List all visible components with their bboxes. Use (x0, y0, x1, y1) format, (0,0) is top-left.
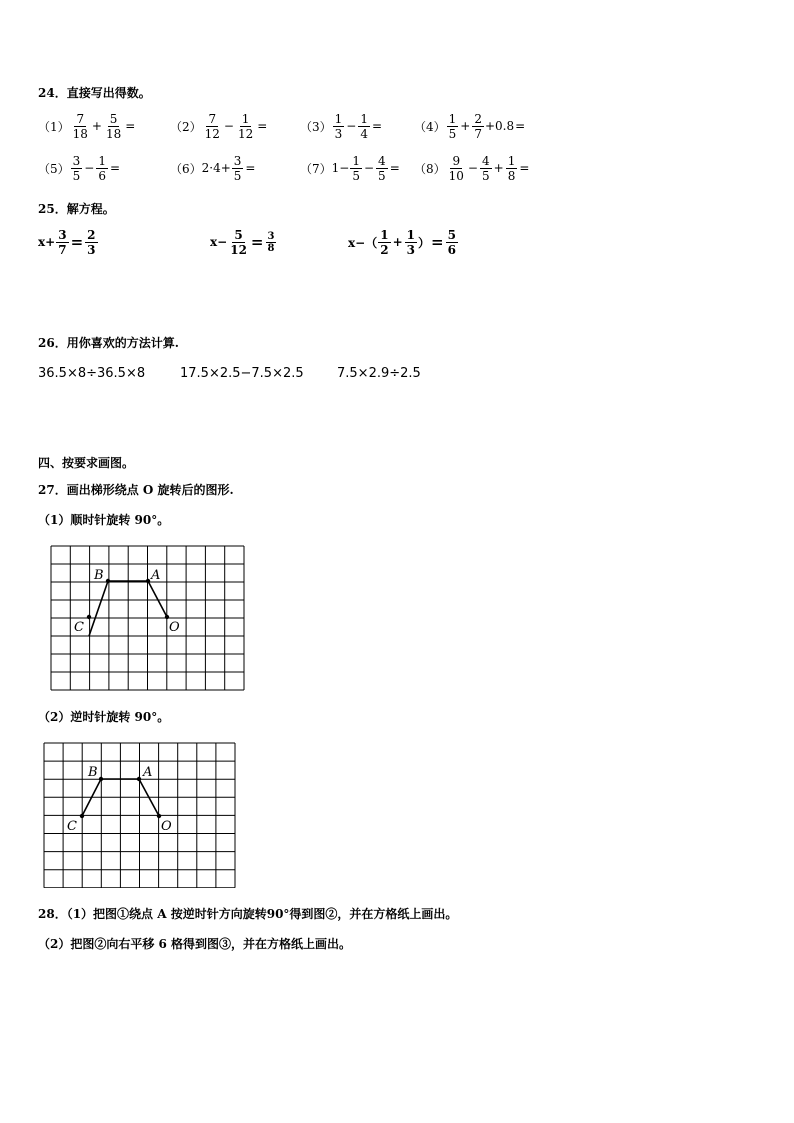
q26-expr-3: 7.5×2.9÷2.5 (337, 366, 421, 381)
q24-item-2 (170, 106, 268, 146)
q24-item-1 (38, 106, 136, 146)
eq2-x: x− (210, 235, 228, 249)
fraction: $\frac{7}{18}$ (72, 111, 88, 141)
q28-line1: 28．（1）把图①绕点 A 按逆时针方向旋转90°得到图②，并在方格纸上画出。 (38, 907, 458, 921)
operator: − (84, 161, 95, 175)
point-c-2 (80, 814, 84, 818)
equals-sign: = (389, 161, 400, 175)
eq3-frac-b: $\frac{1}{3}$ (406, 227, 415, 257)
label-a-1: A (151, 568, 161, 583)
point-a-2 (137, 777, 141, 781)
q26-expr-2: 17.5×2.5−7.5×2.5 (180, 366, 304, 381)
fraction: $\frac{5}{18}$ (105, 111, 122, 141)
q26-expr-1: 36.5×8÷36.5×8 (38, 366, 146, 381)
label-o-2: O (161, 819, 172, 834)
label-o-1: O (169, 620, 180, 635)
item-prefix: 2·4+ (201, 161, 231, 175)
point-a-1 (146, 579, 150, 583)
label-c-2: C (67, 819, 77, 834)
point-c-1 (87, 615, 91, 619)
equals-sign: = (371, 119, 383, 133)
eq3-close-paren: ） (418, 235, 431, 250)
eq2-frac-b: $\frac{3}{8}$ (267, 230, 275, 254)
operator: + (91, 119, 102, 133)
q24-item-5 (38, 148, 121, 188)
equals-sign: = (125, 119, 136, 133)
eq3-plus: + (392, 235, 403, 249)
equals-sign: = (515, 119, 526, 133)
label-c-1: C (74, 620, 84, 635)
point-o-2 (157, 814, 161, 818)
fraction: $\frac{1}{4}$ (360, 111, 368, 141)
eq2-equals: = (250, 233, 264, 251)
eq1-frac-b: $\frac{2}{3}$ (87, 227, 96, 257)
operator: − (467, 161, 478, 175)
q25-equation-2 (210, 222, 277, 262)
item-prefix: 1− (331, 161, 350, 175)
eq3-frac-c: $\frac{5}{6}$ (447, 227, 456, 257)
operator: − (223, 119, 234, 133)
q24-item-4 (414, 106, 526, 146)
operator: + (493, 161, 504, 175)
q24-item-6 (170, 148, 256, 188)
q27-sub1: （1）顺时针旋转 90°。 (38, 513, 170, 527)
equals-sign: = (257, 119, 268, 133)
q24-title: 24．直接写出得数。 (38, 86, 151, 100)
eq1-x: x+ (38, 235, 56, 249)
q24-item-3 (300, 106, 383, 146)
section4-title: 四、按要求画图。 (38, 456, 135, 470)
q27-sub2: （2）逆时针旋转 90°。 (38, 710, 170, 724)
fraction: $\frac{4}{5}$ (481, 153, 490, 183)
fraction: $\frac{1}{12}$ (237, 111, 254, 141)
fraction: $\frac{7}{12}$ (204, 111, 220, 141)
eq3-x: x−（ (348, 235, 378, 250)
q24-item-7 (300, 148, 401, 188)
item-label: （3） (300, 119, 332, 134)
q24-item-8 (414, 148, 530, 188)
fraction: $\frac{4}{5}$ (378, 153, 386, 183)
fraction: $\frac{1}{6}$ (98, 153, 106, 183)
equals-sign: = (109, 161, 121, 175)
q26-title: 26．用你喜欢的方法计算. (38, 336, 179, 350)
q25-equation-3 (348, 222, 459, 262)
q25-equation-1 (38, 222, 99, 262)
grid-1 (50, 545, 246, 691)
equals-sign: = (245, 161, 256, 175)
operator: − (346, 119, 357, 133)
q28-line2: （2）把图②向右平移 6 格得到图③，并在方格纸上画出。 (38, 937, 352, 951)
point-b-1 (106, 579, 110, 583)
label-b-2: B (88, 765, 98, 780)
item-label: （2） (170, 119, 202, 134)
eq1-equals: = (70, 233, 84, 251)
item-label: （5） (38, 161, 70, 176)
point-o-1 (165, 615, 169, 619)
q25-title: 25．解方程。 (38, 202, 115, 216)
item-label: （7） (300, 161, 332, 176)
fraction: $\frac{2}{7}$ (474, 111, 482, 141)
label-a-2: A (143, 765, 153, 780)
fraction: $\frac{9}{10}$ (448, 153, 464, 183)
operator: − (363, 161, 375, 175)
label-b-1: B (94, 568, 104, 583)
eq3-frac-a: $\frac{1}{2}$ (380, 227, 389, 257)
point-b-2 (99, 777, 103, 781)
eq3-equals: = (431, 233, 444, 251)
equals-sign: = (519, 161, 530, 175)
fraction: $\frac{1}{3}$ (334, 111, 343, 141)
operator: + (460, 119, 471, 133)
item-tail: +0.8 (484, 119, 515, 133)
fraction: $\frac{3}{5}$ (233, 153, 242, 183)
item-label: （8） (414, 161, 446, 176)
fraction: $\frac{1}{5}$ (352, 153, 360, 183)
fraction: $\frac{1}{5}$ (448, 111, 457, 141)
q27-title: 27．画出梯形绕点 O 旋转后的图形. (38, 483, 234, 497)
eq1-frac-a: $\frac{3}{7}$ (58, 227, 67, 257)
item-label: （6） (170, 161, 202, 176)
grid-2 (43, 742, 239, 888)
fraction: $\frac{1}{8}$ (507, 153, 516, 183)
eq2-frac-a: $\frac{5}{12}$ (230, 227, 247, 257)
fraction: $\frac{3}{5}$ (72, 153, 81, 183)
item-label: （1） (38, 119, 70, 134)
item-label: （4） (414, 119, 446, 134)
